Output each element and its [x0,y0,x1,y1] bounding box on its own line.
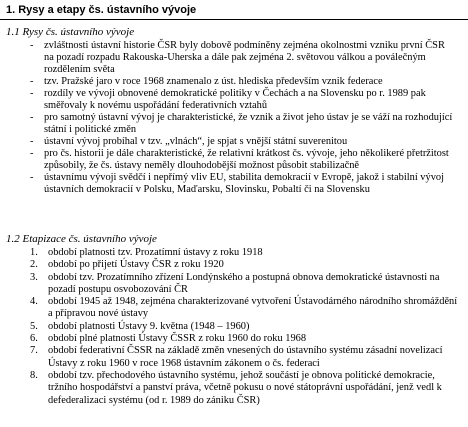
section-2-heading: 1.2 Etapizace čs. ústavního vývoje [6,233,157,245]
item-number: 1. [30,247,38,258]
item-number: 7. [30,345,38,357]
list-item [30,370,460,407]
list-item [30,247,460,259]
list-item: - zvláštnosti ústavní historie ČSR byly dobově podmíněny zejména okolnostmi vzniku první ČSR na pozadí rozpadu Rakouska-Uherska a dále pak zejména 2. světovou válkou a poválečným rozdělením světa [26,40,456,76]
item-number: 5. [30,320,38,332]
list-item: - ústavnímu vývoji svědčí i nepřímý vliv EU, stabilita demokracií v Evropě, jakož i stabilní vývoj ústavních demokracií v Polsku, Maďarsku, Slovinsku, Pobaltí či na Slovensku [26,172,456,196]
item-text: období tzv. Prozatímního zřízení Londýnského a postupná obnova demokratické ústavnosti na pozadí postupu osvobozování ČR [48,271,440,295]
item-text: období federativní ČSSR na základě změn vnesených do ústavního systému zásadní novelizací Ústavy z roku 1960 v roce 1968 ústavním zákonem o čs. federaci [48,345,443,369]
list-item [30,345,460,370]
list-item [30,296,460,321]
item-text: období po přijetí Ústavy ČSR z roku 1920 [48,259,224,271]
item-number: 6. [30,333,38,345]
item-text: období 1945 až 1948, zejména charakterizované vytvoření Ústavodárného národního shromáždění a přípravou nové ústavy [48,296,458,320]
item-number: 8. [30,369,38,381]
features-list [26,40,456,196]
list-item: - pro čs. historii je dále charakteristické, že relativní krátkost čs. vývoje, jeho několikeré přetržitost způsobily, že čs. ústavy neměly dlouhodobější možnost působit stabilizačně [26,148,456,172]
list-item [30,272,460,297]
section-1-heading: 1.1 Rysy čs. ústavního vývoje [6,26,135,38]
list-item [30,259,460,271]
item-text: období plné platnosti Ústavy ČSSR z roku 1960 do roku 1968 [48,333,307,345]
list-item [30,321,460,333]
item-number: 4. [30,296,38,308]
list-item: - pro samotný ústavní vývoj je charakteristické, že vznik a život jeho ústav je se váží na rozhodující státní i politické změn [26,112,456,136]
item-text: období platnosti Ústavy 9. května (1948 – 1960) [48,320,250,332]
list-item: - ústavní vývoj probíhal v tzv. „vlnách“, je spjat s vnější státní suverenitou [26,136,456,148]
list-item [30,333,460,345]
periods-list [30,247,460,407]
item-number: 3. [30,271,38,283]
item-number: 2. [30,259,38,271]
title-underline [0,19,468,20]
list-item: - rozdíly ve vývoji obnovené demokratické politiky v Čechách a na Slovensku po r. 1989 pak směřovaly k novému uspořádání federativních vztahů [26,88,456,112]
document-title: 1. Rysy a etapy čs. ústavního vývoje [6,4,197,16]
list-item: - tzv. Pražské jaro v roce 1968 znamenalo z úst. hlediska především vznik federace [26,76,456,88]
item-text: období platnosti tzv. Prozatímní ústavy z roku 1918 [48,247,263,258]
item-text: období tzv. přechodového ústavního systému, jehož součástí je obnova politické demokracie, tržního hospodářství a panství práva, včetně pokusu o nové státoprávní uspořádání, jenž vedl k defederalizaci systému (od r. 1989 do zániku ČSR) [48,369,442,406]
